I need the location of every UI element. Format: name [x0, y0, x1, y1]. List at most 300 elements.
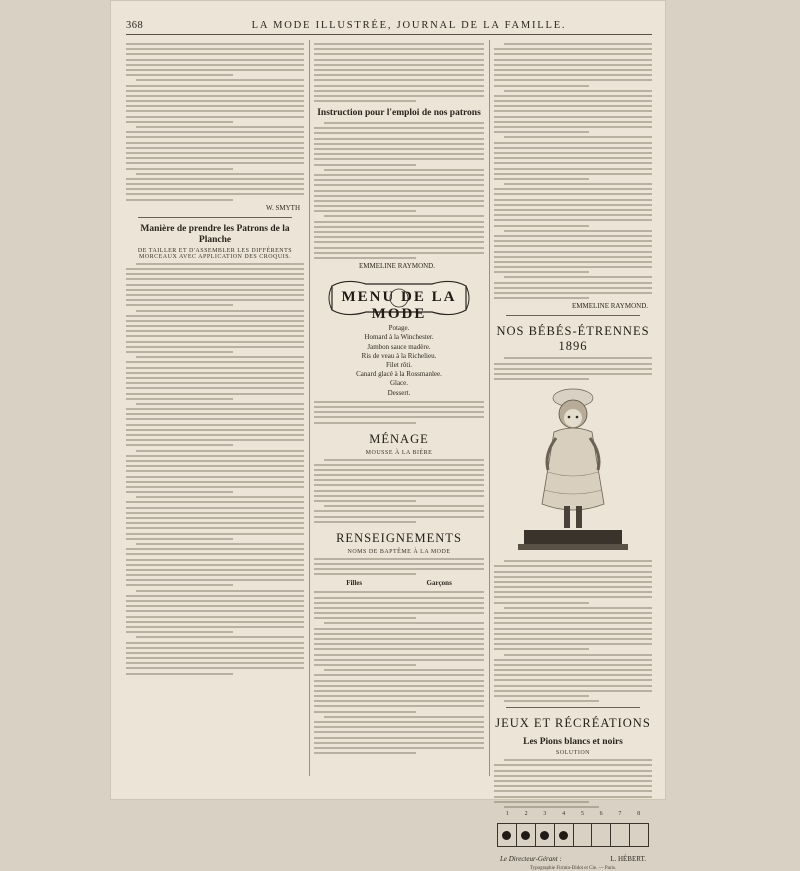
jeux-title: JEUX ET RÉCRÉATIONS	[495, 716, 651, 731]
text-line	[126, 455, 304, 457]
text-line	[126, 595, 304, 597]
text-line	[126, 642, 304, 644]
text-line	[314, 401, 484, 403]
text-line	[314, 90, 484, 92]
text-line	[494, 602, 589, 604]
text-line	[136, 310, 304, 312]
text-line	[126, 168, 233, 170]
menu-item: Jambon sauce madère.	[367, 342, 431, 351]
director-name: L. HÉBERT.	[610, 855, 646, 864]
text-line	[126, 131, 304, 133]
journal-page	[110, 0, 666, 871]
text-line	[126, 188, 304, 190]
text-line	[494, 790, 652, 792]
text-line	[494, 64, 652, 66]
text-line	[126, 74, 233, 76]
text-line	[494, 100, 652, 102]
text-line	[314, 184, 484, 186]
text-line	[324, 622, 484, 624]
text-line	[494, 235, 652, 237]
text-line	[136, 543, 304, 545]
text-line	[314, 85, 484, 87]
jeux-subtitle: Les Pions blancs et noirs	[523, 737, 623, 748]
text-line	[126, 564, 304, 566]
text-line	[494, 801, 589, 803]
text-line	[314, 495, 484, 497]
text-line	[126, 476, 304, 478]
text-block-11	[494, 357, 652, 380]
board-square	[555, 824, 574, 846]
text-line	[494, 612, 652, 614]
text-line	[126, 553, 304, 555]
text-line	[314, 236, 484, 238]
text-line	[126, 387, 304, 389]
text-line	[494, 162, 652, 164]
text-line	[314, 48, 484, 50]
text-line	[314, 558, 484, 560]
text-line	[126, 85, 304, 87]
text-line	[314, 747, 484, 749]
text-line	[126, 517, 304, 519]
text-line	[126, 413, 304, 415]
text-line	[126, 621, 304, 623]
text-line	[494, 638, 652, 640]
text-line	[314, 64, 484, 66]
text-line	[314, 74, 484, 76]
text-line	[126, 382, 304, 384]
text-line	[314, 721, 484, 723]
text-line	[314, 53, 484, 55]
text-line	[494, 271, 589, 273]
text-line	[126, 398, 233, 400]
text-line	[314, 617, 416, 619]
text-line	[314, 252, 484, 254]
text-line	[494, 633, 652, 635]
text-line	[126, 315, 304, 317]
text-line	[314, 700, 484, 702]
text-line	[314, 568, 484, 570]
text-line	[314, 690, 484, 692]
text-block-6	[314, 401, 484, 424]
names-header	[314, 579, 484, 587]
board-square	[517, 824, 536, 846]
text-line	[136, 356, 304, 358]
text-line	[494, 245, 652, 247]
text-line	[314, 100, 416, 102]
text-line	[126, 527, 304, 529]
text-line	[494, 48, 652, 50]
text-line	[314, 711, 416, 713]
text-line	[126, 647, 304, 649]
text-line	[314, 484, 484, 486]
text-line	[494, 292, 652, 294]
board-number: 3	[543, 811, 547, 818]
signature: EMMELINE RAYMOND.	[572, 302, 648, 311]
text-line	[126, 53, 304, 55]
text-line	[126, 299, 304, 301]
text-line	[126, 657, 304, 659]
text-line	[126, 465, 304, 467]
board-number: 4	[562, 811, 566, 818]
director-label: Le Directeur-Gérant :	[500, 855, 562, 864]
column-3	[494, 40, 652, 871]
text-line	[126, 579, 304, 581]
page-header	[126, 18, 652, 32]
text-line	[136, 403, 304, 405]
text-line	[126, 64, 304, 66]
text-line	[136, 636, 304, 638]
instructions-title: Instruction pour l'emploi de nos patrons	[317, 108, 481, 119]
text-line	[494, 116, 652, 118]
column-1	[126, 40, 304, 780]
menu-item: Ris de veau à la Richelieu.	[361, 351, 437, 360]
text-line	[314, 153, 484, 155]
board-square	[592, 824, 611, 846]
text-line	[314, 69, 484, 71]
signature: EMMELINE RAYMOND.	[359, 262, 435, 271]
black-pion-icon	[559, 831, 568, 840]
text-line	[126, 491, 233, 493]
text-block-1	[126, 43, 304, 76]
text-line	[126, 486, 304, 488]
text-line	[126, 372, 304, 374]
text-line	[136, 263, 304, 265]
text-line	[314, 43, 484, 45]
text-line	[136, 496, 304, 498]
menu-item: Dessert.	[387, 388, 411, 397]
text-line	[314, 148, 484, 150]
page-number: 368	[126, 19, 144, 31]
text-line	[314, 510, 484, 512]
text-block-5	[314, 122, 484, 259]
bebes-title: NOS BÉBÉS-ÉTRENNES 1896	[496, 324, 650, 354]
text-line	[314, 680, 484, 682]
text-line	[314, 648, 484, 650]
text-line	[314, 143, 484, 145]
text-line	[504, 700, 599, 702]
text-line	[314, 563, 484, 565]
menu-banner-icon	[326, 276, 472, 323]
board-number: 5	[580, 811, 584, 818]
text-line	[314, 705, 484, 707]
text-line	[494, 622, 652, 624]
text-line	[314, 638, 484, 640]
text-line	[494, 261, 652, 263]
text-line	[494, 378, 589, 380]
text-line	[494, 373, 652, 375]
text-line	[314, 416, 484, 418]
text-line	[324, 122, 484, 124]
text-line	[494, 126, 652, 128]
article-title: Manière de prendre les Patrons de la Planche	[140, 223, 290, 245]
text-line	[314, 411, 484, 413]
filles-label: Filles	[346, 579, 363, 588]
text-line	[494, 685, 652, 687]
board-square	[536, 824, 555, 846]
text-line	[494, 368, 652, 370]
text-line	[126, 600, 304, 602]
text-line	[494, 287, 652, 289]
text-line	[314, 205, 484, 207]
text-line	[494, 596, 652, 598]
text-line	[494, 679, 652, 681]
text-line	[314, 628, 484, 630]
text-line	[126, 346, 304, 348]
text-line	[126, 95, 304, 97]
text-line	[314, 231, 484, 233]
text-line	[314, 95, 484, 97]
text-line	[126, 652, 304, 654]
board-number: 1	[505, 811, 509, 818]
text-line	[314, 659, 484, 661]
text-line	[494, 659, 652, 661]
text-line	[126, 662, 304, 664]
text-line	[324, 505, 484, 507]
text-line	[494, 664, 652, 666]
text-line	[314, 633, 484, 635]
text-line	[126, 90, 304, 92]
menu-list	[314, 324, 484, 398]
text-line	[126, 136, 304, 138]
text-line	[314, 190, 484, 192]
separator	[506, 707, 640, 708]
text-line	[494, 193, 652, 195]
text-line	[494, 617, 652, 619]
text-line	[494, 142, 652, 144]
column-divider	[309, 40, 310, 776]
game-board	[497, 823, 649, 847]
text-line	[314, 200, 484, 202]
renseignements-title: RENSEIGNEMENTS	[336, 530, 462, 545]
text-line	[314, 685, 484, 687]
text-line	[126, 100, 304, 102]
text-line	[494, 775, 652, 777]
text-line	[126, 330, 304, 332]
text-line	[494, 251, 652, 253]
text-line	[324, 669, 484, 671]
text-line	[494, 157, 652, 159]
text-line	[494, 121, 652, 123]
separator	[506, 315, 640, 316]
text-line	[494, 256, 652, 258]
text-line	[126, 574, 304, 576]
text-line	[126, 512, 304, 514]
text-line	[314, 654, 484, 656]
text-block-8	[314, 558, 484, 576]
text-line	[494, 586, 652, 588]
text-line	[314, 138, 484, 140]
text-line	[314, 500, 416, 502]
text-line	[314, 474, 484, 476]
text-line	[136, 173, 304, 175]
text-line	[126, 152, 304, 154]
text-line	[494, 591, 652, 593]
text-line	[126, 522, 304, 524]
printer-line: Typographie Firmin-Didot et Cie. — Paris.	[529, 866, 617, 871]
text-line	[126, 193, 304, 195]
text-line	[126, 439, 304, 441]
text-line	[314, 607, 484, 609]
text-line	[494, 131, 589, 133]
text-line	[314, 737, 484, 739]
text-line	[136, 450, 304, 452]
text-line	[494, 95, 652, 97]
text-line	[314, 210, 416, 212]
menu-item: Potage.	[388, 324, 410, 333]
board-square	[574, 824, 593, 846]
text-line	[126, 178, 304, 180]
text-line	[126, 273, 304, 275]
text-line	[314, 422, 416, 424]
text-line	[494, 628, 652, 630]
text-line	[314, 664, 416, 666]
text-line	[494, 209, 652, 211]
board-number: 8	[637, 811, 641, 818]
text-line	[324, 459, 484, 461]
article-subtitle: DE TAILLER ET D'ASSEMBLER LES DIFFÉRENTS MORCEAUX AVEC APPLICATION DES CROQUIS.	[137, 247, 293, 260]
text-line	[126, 444, 233, 446]
text-line	[126, 43, 304, 45]
text-line	[494, 214, 652, 216]
signature: W. SMYTH	[266, 203, 300, 212]
text-line	[314, 406, 484, 408]
text-line	[126, 110, 304, 112]
text-line	[314, 731, 484, 733]
text-line	[504, 806, 599, 808]
doll-illustration-icon	[514, 384, 632, 554]
menu-item: Canard glacé à la Rossmanlee.	[356, 370, 442, 379]
text-line	[494, 79, 652, 81]
text-line	[494, 199, 652, 201]
text-line	[126, 393, 304, 395]
text-line	[126, 121, 233, 123]
text-block-3	[126, 263, 304, 675]
text-line	[126, 320, 304, 322]
text-line	[126, 341, 304, 343]
text-line	[126, 460, 304, 462]
text-line	[126, 162, 304, 164]
text-line	[314, 516, 484, 518]
board-number: 6	[599, 811, 603, 818]
text-line	[494, 105, 652, 107]
text-line	[314, 464, 484, 466]
text-line	[494, 695, 589, 697]
text-line	[314, 591, 484, 593]
text-block-9	[314, 622, 484, 754]
text-line	[314, 257, 416, 259]
text-line	[314, 195, 484, 197]
text-line	[494, 59, 652, 61]
text-line	[126, 147, 304, 149]
renseignements-subtitle: NOMS DE BAPTÊME À LA MODE	[347, 548, 451, 555]
text-line	[494, 53, 652, 55]
text-line	[314, 490, 484, 492]
text-line	[494, 69, 652, 71]
text-line	[494, 764, 652, 766]
text-line	[126, 569, 304, 571]
text-line	[494, 363, 652, 365]
text-line	[126, 605, 304, 607]
text-block-2	[126, 79, 304, 200]
text-line	[126, 116, 304, 118]
text-line	[504, 90, 652, 92]
text-line	[494, 240, 652, 242]
text-block-12	[494, 560, 652, 702]
text-line	[314, 726, 484, 728]
text-line	[126, 559, 304, 561]
menage-title: MÉNAGE	[369, 431, 429, 446]
text-line	[126, 278, 304, 280]
text-line	[126, 268, 304, 270]
text-line	[314, 612, 484, 614]
text-line	[314, 247, 484, 249]
garcons-label: Garçons	[426, 579, 452, 588]
text-line	[504, 183, 652, 185]
text-line	[324, 716, 484, 718]
text-line	[314, 573, 416, 575]
text-line	[504, 276, 652, 278]
black-pion-icon	[521, 831, 530, 840]
text-line	[126, 142, 304, 144]
text-line	[314, 752, 416, 754]
text-line	[126, 325, 304, 327]
header-rule	[126, 34, 652, 35]
text-line	[504, 357, 652, 359]
column-divider	[489, 40, 490, 776]
board-square	[498, 824, 517, 846]
text-line	[494, 674, 652, 676]
text-line	[126, 548, 304, 550]
text-line	[314, 742, 484, 744]
text-line	[494, 581, 652, 583]
text-line	[494, 168, 652, 170]
text-line	[494, 147, 652, 149]
text-line	[126, 533, 304, 535]
text-line	[504, 607, 652, 609]
text-line	[126, 294, 304, 296]
names-list	[314, 591, 484, 619]
text-line	[126, 377, 304, 379]
text-line	[126, 616, 304, 618]
text-line	[314, 179, 484, 181]
text-line	[126, 157, 304, 159]
text-line	[136, 79, 304, 81]
text-line	[126, 351, 233, 353]
board-numbers	[498, 811, 648, 817]
text-line	[494, 780, 652, 782]
text-line	[126, 418, 304, 420]
text-line	[126, 631, 233, 633]
menu-banner-label: MENU DE LA MODE	[341, 289, 457, 323]
text-line	[494, 173, 652, 175]
text-line	[314, 127, 484, 129]
separator	[138, 217, 292, 218]
text-line	[314, 164, 416, 166]
text-line	[504, 230, 652, 232]
text-line	[494, 178, 589, 180]
text-line	[494, 282, 652, 284]
text-line	[504, 560, 652, 562]
black-pion-icon	[502, 831, 511, 840]
text-line	[126, 199, 233, 201]
text-line	[126, 289, 304, 291]
footer	[500, 855, 646, 863]
text-line	[324, 215, 484, 217]
board-number: 2	[524, 811, 528, 818]
menu-item: Homard à la Winchester.	[364, 333, 434, 342]
text-line	[314, 469, 484, 471]
text-line	[494, 204, 652, 206]
